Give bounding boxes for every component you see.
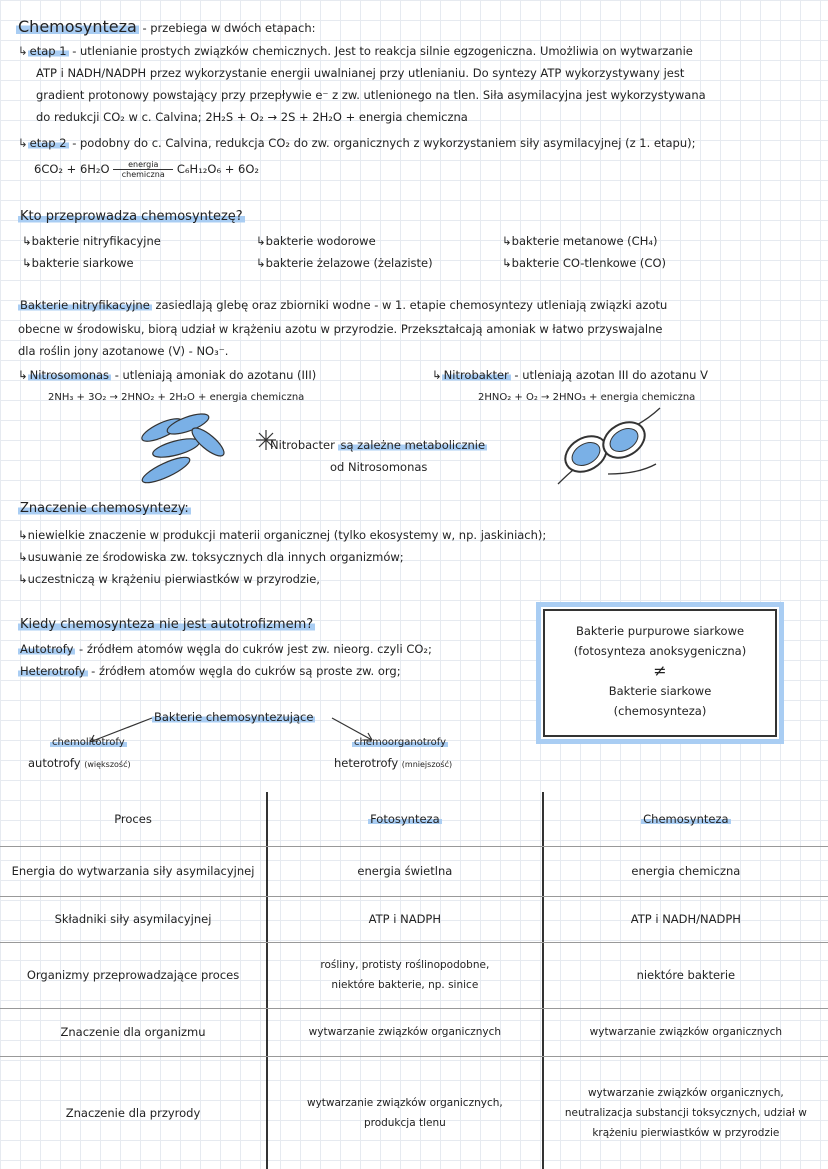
table-cell: wytwarzanie związków organicznych <box>589 1026 783 1038</box>
intro-title-rest: - przebiega w dwóch etapach: <box>138 21 316 35</box>
tree-root: Bakterie chemosyntezujące <box>154 710 314 724</box>
tree-right-sub: heterotrofy <box>334 756 399 770</box>
arrow-bullet-icon: ↳ <box>18 528 28 542</box>
header-chemosynteza: Chemosynteza <box>643 812 729 826</box>
eq-arrow-bottom: chemiczna <box>121 170 165 179</box>
tree-left-sub-line <box>28 752 131 776</box>
table-row <box>0 1056 828 1169</box>
heterotrofy-label: Heterotrofy <box>20 664 86 678</box>
header-proces: Proces <box>114 812 152 826</box>
tree-right-title: chemoorganotrofy <box>354 737 447 748</box>
autotrofy-label: Autotrofy <box>20 642 74 656</box>
table-row <box>0 846 828 896</box>
nitrosomonas-illustration-icon <box>132 408 244 490</box>
nitrosomonas-equation: 2NH₃ + 3O₂ → 2HNO₂ + 2H₂O + energia chemiczna <box>48 392 305 403</box>
table-cell: wytwarzanie związków organicznych <box>308 1026 502 1038</box>
page-title: Chemosynteza <box>18 17 137 36</box>
table-cell: Znaczenie dla przyrody <box>65 1105 201 1120</box>
significance-heading: Znaczenie chemosyntezy: <box>20 501 189 516</box>
nitro-line2: obecne w środowisku, biorą udział w krążeniu azotu w przyrodzie. Przekształcają amoniak w łatwo przyswajalne <box>18 322 663 336</box>
arrow-bullet-icon: ↳ <box>18 550 28 564</box>
tree-left-note: (większość) <box>84 760 131 769</box>
comparison-box <box>536 602 784 744</box>
nitrobakter-label: Nitrobakter <box>443 368 509 382</box>
dependency-line1 <box>270 434 487 456</box>
nitrosomonas-label: Nitrosomonas <box>29 368 110 382</box>
tree-right-sub-line <box>334 752 452 776</box>
significance-text: niewielkie znaczenie w produkcji materii organicznej (tylko ekosystemy w, np. jaskiniach); <box>27 528 547 542</box>
significance-item <box>18 568 320 590</box>
tree-left-title: chemolitotrofy <box>52 737 125 748</box>
box-line4: (chemosynteza) <box>613 704 707 718</box>
significance-item <box>18 546 404 568</box>
tree-right-title-wrap <box>352 730 448 754</box>
table-cell: rośliny, protisty roślinopodobne, niektóre bakterie, np. sinice <box>320 959 490 991</box>
eq-arrow <box>113 160 173 179</box>
autotrofy-line <box>18 638 432 660</box>
eq-right: C₆H₁₂O₆ + 6O₂ <box>176 162 260 176</box>
who-col1-item <box>22 230 161 252</box>
table-header-row <box>0 792 828 846</box>
table-cell: niektóre bakterie <box>636 968 736 982</box>
table-cell: wytwarzanie związków organicznych, neutralizacja substancji toksycznych, udział w krążeniu pierwiastków w przyrodzie <box>564 1086 807 1139</box>
who-col2-item <box>256 230 376 252</box>
nitrobakter-line <box>432 364 708 386</box>
table-cell: ATP i NADH/NADPH <box>630 912 741 926</box>
who-col2-text: bakterie wodorowe <box>265 234 376 248</box>
who-col1-item <box>22 252 134 274</box>
who-col2-item <box>256 252 433 274</box>
nitrobakter-illustration-icon <box>548 404 664 490</box>
arrow-bullet-icon: ↳ <box>502 256 512 270</box>
table-row <box>0 942 828 1008</box>
arrow-bullet-icon: ↳ <box>18 368 28 382</box>
nitro-line1 <box>18 294 667 316</box>
nitrosomonas-text: - utleniają amoniak do azotanu (III) <box>111 368 317 382</box>
who-col2-text: bakterie żelazowe (żelaziste) <box>265 256 433 270</box>
table-header-cell <box>544 792 828 846</box>
comparison-table <box>0 792 828 1169</box>
tree-left-sub: autotrofy <box>28 756 81 770</box>
who-col3-item <box>502 252 666 274</box>
table-cell: ATP i NADPH <box>368 912 442 926</box>
heterotrofy-line <box>18 660 401 682</box>
who-heading: Kto przeprowadza chemosyntezę? <box>20 209 243 224</box>
significance-text: uczestniczą w krążeniu pierwiastków w przyrodzie, <box>27 572 320 586</box>
etap1-line2: ATP i NADH/NADPH przez wykorzystanie energii uwalnianej przy utlenianiu. Do syntezy ATP wykorzystywany jest <box>36 66 685 80</box>
table-header-cell <box>0 792 266 846</box>
who-col1-text: bakterie siarkowe <box>31 256 134 270</box>
significance-item <box>18 524 546 546</box>
table-cell: energia chemiczna <box>631 864 741 878</box>
etap2-text1: - podobny do c. Calvina, redukcja CO₂ do zw. organicznych z wykorzystaniem siły asymilacyjnej (z 1. etapu); <box>68 136 696 150</box>
box-line1: Bakterie purpurowe siarkowe <box>575 624 745 638</box>
arrow-bullet-icon: ↳ <box>18 572 28 586</box>
dependency-line2: od Nitrosomonas <box>330 460 428 474</box>
table-cell: Składniki siły asymilacyjnej <box>54 912 212 926</box>
table-cell: energia świetlna <box>357 864 453 878</box>
header-fotosynteza: Fotosynteza <box>370 812 440 826</box>
photosynthesis-equation <box>34 158 259 180</box>
who-col3-text: bakterie metanowe (CH₄) <box>511 234 658 248</box>
tree-left-title-wrap <box>50 730 127 754</box>
heterotrofy-text: - źródłem atomów węgla do cukrów są proste zw. org; <box>87 664 401 678</box>
etap1-line4: do redukcji CO₂ w c. Calvina; 2H₂S + O₂ → 2S + 2H₂O + energia chemiczna <box>36 110 468 124</box>
dependency-text-a: Nitrobacter <box>270 438 339 452</box>
arrow-bullet-icon: ↳ <box>22 234 32 248</box>
arrow-bullet-icon: ↳ <box>18 44 28 58</box>
who-heading-wrap <box>18 206 245 228</box>
arrow-bullet-icon: ↳ <box>502 234 512 248</box>
etap1-label: etap 1 <box>29 44 67 58</box>
who-col3-text: bakterie CO-tlenkowe (CO) <box>511 256 666 270</box>
not-equal-icon: ≠ <box>653 661 667 680</box>
table-header-cell <box>266 792 544 846</box>
etap1-line3: gradient protonowy powstający przy przepływie e⁻ z zw. utlenionego na tlen. Siła asymilacyjna jest wykorzystywana <box>36 88 706 102</box>
nitrobakter-text: - utleniają azotan III do azotanu V <box>510 368 708 382</box>
table-cell: Energia do wytwarzania siły asymilacyjnej <box>11 864 255 878</box>
who-col1-text: bakterie nitryfikacyjne <box>31 234 161 248</box>
arrow-bullet-icon: ↳ <box>256 234 266 248</box>
arrow-bullet-icon: ↳ <box>432 368 442 382</box>
nitro-line3: dla roślin jony azotanowe (V) - NO₃⁻. <box>18 344 229 358</box>
when-heading-wrap <box>18 614 315 636</box>
etap1-line1 <box>18 40 693 62</box>
who-col3-item <box>502 230 657 252</box>
eq-left: 6CO₂ + 6H₂O <box>34 162 110 176</box>
autotrofy-text: - źródłem atomów węgla do cukrów jest zw. nieorg. czyli CO₂; <box>75 642 432 656</box>
arrow-bullet-icon: ↳ <box>18 136 28 150</box>
nitro-heading: Bakterie nitryfikacyjne <box>20 298 150 312</box>
significance-heading-wrap <box>18 498 191 520</box>
etap2-line1 <box>18 132 696 154</box>
nitrosomonas-line <box>18 364 316 386</box>
tree-right-note: (mniejszość) <box>401 760 453 769</box>
etap1-text1: - utlenianie prostych związków chemicznych. Jest to reakcja silnie egzogeniczna. Umożliwia on wytwarzanie <box>68 44 693 58</box>
arrow-bullet-icon: ↳ <box>22 256 32 270</box>
table-cell: wytwarzanie związków organicznych, produkcja tlenu <box>306 1096 503 1129</box>
table-row <box>0 1008 828 1056</box>
etap2-label: etap 2 <box>29 136 67 150</box>
when-heading: Kiedy chemosynteza nie jest autotrofizmem? <box>20 617 314 632</box>
dependency-text-b: są zależne metabolicznie <box>340 438 486 452</box>
significance-text: usuwanie ze środowiska zw. toksycznych dla innych organizmów; <box>27 550 404 564</box>
table-cell: Znaczenie dla organizmu <box>60 1025 206 1039</box>
box-line2: (fotosynteza anoksygeniczna) <box>573 644 747 658</box>
nitrobakter-equation: 2HNO₂ + O₂ → 2HNO₃ + energia chemiczna <box>478 392 696 403</box>
table-row <box>0 896 828 942</box>
eq-arrow-top: energia <box>128 160 159 169</box>
table-cell: Organizmy przeprowadzające proces <box>26 968 240 982</box>
intro-title-line <box>16 16 316 39</box>
nitro-text1: zasiedlają glebę oraz zbiorniki wodne - w 1. etapie chemosyntezy utleniają związki azotu <box>151 298 668 312</box>
arrow-bullet-icon: ↳ <box>256 256 266 270</box>
box-line3: Bakterie siarkowe <box>608 684 712 698</box>
